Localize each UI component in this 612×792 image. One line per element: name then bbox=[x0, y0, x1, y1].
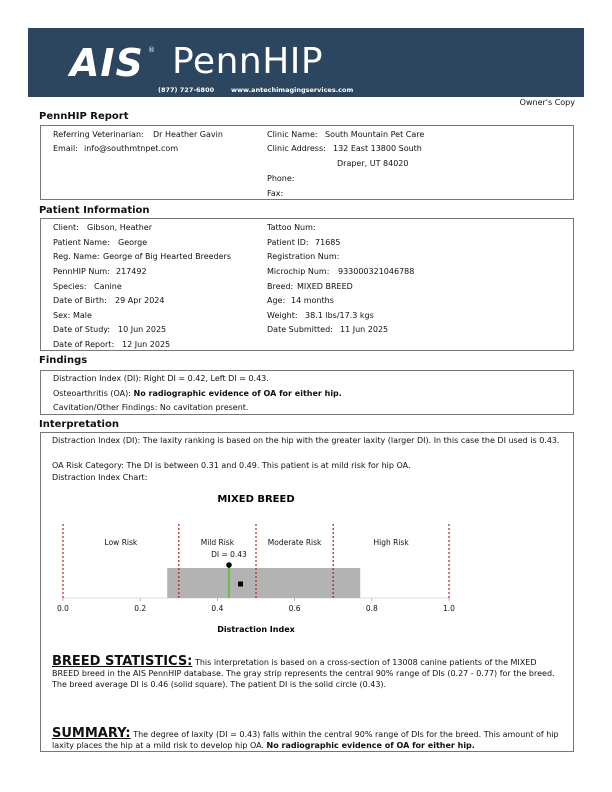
client-value: Gibson, Heather bbox=[87, 223, 152, 232]
patient-name-value: George bbox=[118, 238, 148, 247]
patient-box bbox=[40, 218, 574, 351]
findings-cavitation: Cavitation/Other Findings: No cavitation present. bbox=[53, 403, 249, 412]
ais-logo: AIS bbox=[70, 41, 144, 85]
fax-label: Fax: bbox=[267, 189, 284, 198]
pennhip-num-value: 217492 bbox=[116, 267, 147, 276]
interpretation-section-title: Interpretation bbox=[39, 419, 119, 430]
owners-copy-label: Owner's Copy bbox=[519, 98, 575, 107]
x-tick-label-1: 0.2 bbox=[134, 604, 147, 613]
age-value: 14 months bbox=[291, 296, 334, 305]
summary-text: The degree of laxity (DI = 0.43) falls within the central 90% range of DIs for the breed. This amount of hip laxity places the hip at a mild risk to develop hip OA. bbox=[52, 730, 559, 750]
patient-section-title: Patient Information bbox=[39, 205, 150, 216]
summary-bold-text: No radiographic evidence of OA for either hip. bbox=[266, 741, 475, 750]
age-label: Age: bbox=[267, 296, 286, 305]
header-banner bbox=[28, 28, 584, 97]
reg-name-value: George of Big Hearted Breeders bbox=[103, 252, 232, 261]
clinic-name-value: South Mountain Pet Care bbox=[325, 130, 425, 139]
sex-label: Sex: bbox=[53, 311, 71, 320]
patient-id-label: Patient ID: bbox=[267, 238, 309, 247]
patient-di-circle bbox=[226, 562, 232, 568]
findings-section-title: Findings bbox=[39, 355, 88, 366]
microchip-value: 933000321046788 bbox=[338, 267, 415, 276]
findings-box bbox=[40, 370, 574, 415]
client-label: Client: bbox=[53, 223, 79, 232]
breed-statistics-heading: BREED STATISTICS: bbox=[52, 654, 193, 669]
risk-zone-label-1: Mild Risk bbox=[200, 538, 235, 547]
findings-oa-label: Osteoarthritis (OA): bbox=[53, 389, 134, 398]
x-tick-label-2: 0.4 bbox=[211, 604, 224, 613]
risk-zone-label-0: Low Risk bbox=[104, 538, 138, 547]
chart-marks bbox=[57, 524, 455, 613]
x-tick-label-3: 0.6 bbox=[288, 604, 301, 613]
date-of-report-label: Date of Report: bbox=[53, 340, 115, 349]
pennhip-logo: PennHIP bbox=[172, 41, 324, 82]
reg-name-label: Reg. Name: bbox=[53, 252, 100, 261]
breed-statistics-text: This interpretation is based on a cross-section of 13008 canine patients of the MIXED BREED breed in the AIS PennHIP database. The gray strip represents the central 90% range of DIs (0.27 - 0.77) for the breed. The breed average DI is 0.46 (solid square). The patient DI is the solid circle (0.43). bbox=[52, 658, 555, 689]
species-label: Species: bbox=[53, 282, 87, 291]
registration-label: Registration Num: bbox=[267, 252, 340, 261]
phone-label: Phone: bbox=[267, 174, 295, 183]
breed-value: MIXED BREED bbox=[297, 282, 353, 291]
weight-value: 38.1 lbs/17.3 kgs bbox=[305, 311, 374, 320]
summary bbox=[52, 728, 564, 751]
x-tick-label-4: 0.8 bbox=[365, 604, 378, 613]
findings-di: Distraction Index (DI): Right DI = 0.42, Left DI = 0.43. bbox=[53, 374, 269, 383]
risk-zone-label-2: Moderate Risk bbox=[267, 538, 322, 547]
microchip-label: Microchip Num: bbox=[267, 267, 330, 276]
date-submitted-label: Date Submitted: bbox=[267, 325, 333, 334]
header-phone: (877) 727-6800 bbox=[158, 86, 215, 94]
clinic-address-line2: Draper, UT 84020 bbox=[337, 159, 409, 168]
registered-mark: ® bbox=[148, 46, 155, 54]
oa-risk-text: OA Risk Category: The DI is between 0.31 and 0.49. This patient is at mild risk for hip OA. bbox=[52, 461, 411, 470]
breed-range-strip bbox=[167, 568, 360, 598]
breed-label: Breed: bbox=[267, 282, 294, 291]
pennhip-num-label: PennHIP Num: bbox=[53, 267, 110, 276]
chart-label: Distraction Index Chart: bbox=[52, 473, 148, 482]
referring-vet-value: Dr Heather Gavin bbox=[153, 130, 223, 139]
date-of-study-value: 10 Jun 2025 bbox=[118, 325, 167, 334]
patient-di-label: DI = 0.43 bbox=[211, 550, 247, 559]
chart-x-axis-label: Distraction Index bbox=[217, 625, 295, 634]
breed-average-square bbox=[238, 582, 243, 587]
distraction-index-chart bbox=[40, 488, 574, 638]
sex-value: Male bbox=[73, 311, 92, 320]
patient-name-label: Patient Name: bbox=[53, 238, 110, 247]
report-box bbox=[40, 125, 574, 200]
patient-id-value: 71685 bbox=[315, 238, 341, 247]
summary-heading: SUMMARY: bbox=[52, 726, 131, 741]
breed-statistics bbox=[52, 656, 564, 690]
clinic-address-label: Clinic Address: bbox=[267, 144, 326, 153]
report-section-title: PennHIP Report bbox=[39, 111, 129, 122]
findings-oa bbox=[53, 390, 342, 398]
x-tick-label-0: 0.0 bbox=[57, 604, 69, 613]
x-tick-label-5: 1.0 bbox=[443, 604, 455, 613]
species-value: Canine bbox=[94, 282, 122, 291]
referring-vet-label: Referring Veterinarian: bbox=[53, 130, 144, 139]
interpretation-di-text: Distraction Index (DI): The laxity ranking is based on the hip with the greater laxity (larger DI). In this case the DI used is 0.43. bbox=[52, 436, 560, 445]
findings-oa-value: No radiographic evidence of OA for either hip. bbox=[133, 389, 342, 398]
weight-label: Weight: bbox=[267, 311, 298, 320]
risk-zone-label-3: High Risk bbox=[373, 538, 409, 547]
clinic-address-line1: 132 East 13800 South bbox=[333, 144, 422, 153]
tattoo-label: Tattoo Num: bbox=[267, 223, 316, 232]
dob-value: 29 Apr 2024 bbox=[115, 296, 165, 305]
chart-title: MIXED BREED bbox=[217, 494, 295, 505]
email-label: Email: bbox=[53, 144, 78, 153]
date-submitted-value: 11 Jun 2025 bbox=[340, 325, 389, 334]
email-value: info@southmtnpet.com bbox=[84, 144, 179, 153]
header-website: www.antechimagingservices.com bbox=[231, 86, 354, 94]
dob-label: Date of Birth: bbox=[53, 296, 107, 305]
clinic-name-label: Clinic Name: bbox=[267, 130, 318, 139]
date-of-report-value: 12 Jun 2025 bbox=[122, 340, 171, 349]
date-of-study-label: Date of Study: bbox=[53, 325, 111, 334]
